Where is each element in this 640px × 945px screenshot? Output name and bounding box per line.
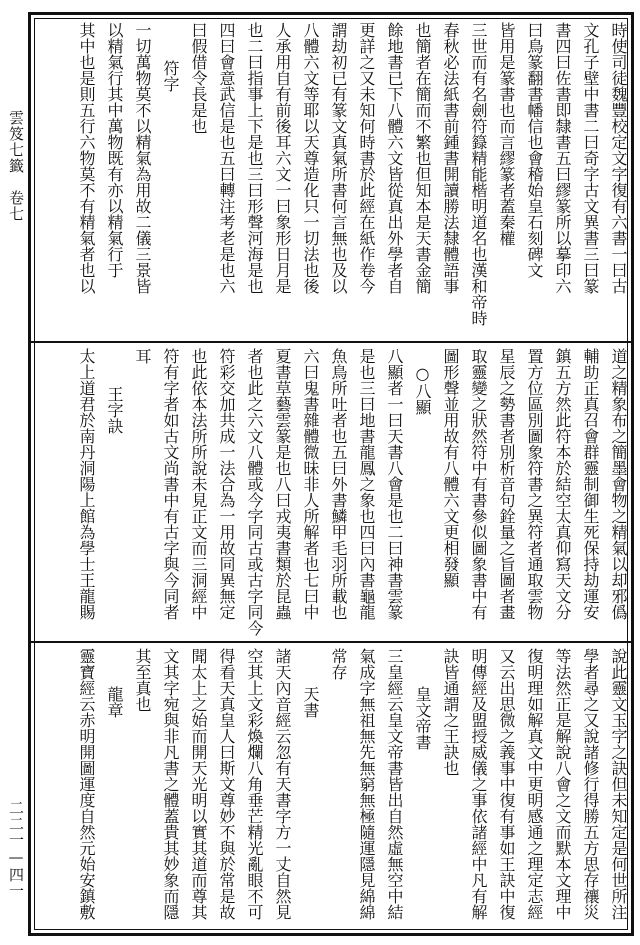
text-column: 空其上文彩煥爛八角垂芒精光亂眼不可 xyxy=(245,648,264,920)
text-column: 置方位區別圖象符書之異符者通取雲物 xyxy=(525,348,544,620)
text-column: 符字 xyxy=(161,60,180,92)
text-column: 文其字宛與非凡書之體蓋貴其妙象而隱 xyxy=(161,648,180,920)
text-column: 文孔子壁中書二曰奇字古文異書三曰篆 xyxy=(581,22,600,294)
text-column: 也此依本法所所說未見正文而三洞經中 xyxy=(189,348,208,620)
book-title: 雲笈七籤 卷七 xyxy=(7,110,25,222)
text-column: 訣皆通謂之王訣也 xyxy=(441,648,460,776)
text-column: 餘地書已下八體六文皆從真出外學者自 xyxy=(385,22,404,294)
text-column: 其至真也 xyxy=(133,648,152,712)
text-column: 星辰之勢書者別析音句銓量之旨圖者畫 xyxy=(497,348,516,620)
text-column: 氣成字無祖無先無窮無極隨運隱見綿綿 xyxy=(357,648,376,920)
text-column: 曰假借令長是也 xyxy=(189,22,208,134)
text-column: 時使司徒魏豐校定文字復有六書一曰古 xyxy=(609,22,628,294)
text-column: 明傳經及盟授威儀之事依諸經中凡有解 xyxy=(469,648,488,920)
text-column: 輔助正真召會群靈制御生死保持劫運安 xyxy=(581,348,600,620)
text-column: 書四曰佐書即隸書五曰繆篆所以摹印六 xyxy=(553,22,572,294)
text-column: 鎮五方然此符本於結空太真仰寫天文分 xyxy=(553,348,572,620)
text-column: 取靈變之狀然符中有書參似圖象書中有 xyxy=(469,348,488,620)
text-column: 謂劫初已有篆文真氣所書何言無也及以 xyxy=(329,22,348,294)
text-column: 龍章 xyxy=(105,686,124,718)
text-column: 符有字者如古文尚書中有古字與今同者 xyxy=(161,348,180,620)
register-divider-2 xyxy=(31,641,631,643)
register-bottom xyxy=(34,644,628,930)
text-column: 八體六文等耶以天尊造化只一切法也後 xyxy=(301,22,320,294)
text-column: 四曰會意武信是也五曰轉注考老是也六 xyxy=(217,22,236,294)
text-column: 其中也是則五行六物莫不有精氣者也以 xyxy=(77,22,96,294)
text-column: 夏書草藝雲篆是也八曰戎夷書類於昆蟲 xyxy=(273,348,292,620)
text-column: 太上道君於南丹洞陽上館為學士王龍賜 xyxy=(77,348,96,620)
text-column: 也簡者在簡而不繁也但知本是天書金簡 xyxy=(413,22,432,294)
text-column: 又云出思微之義事中復有事如王訣中復 xyxy=(497,648,516,920)
text-column: 諸天內音經云忽有天書字方一丈自然見 xyxy=(273,648,292,920)
text-column: 耳 xyxy=(133,348,152,364)
page-number: 二二一—四一 xyxy=(7,800,25,899)
text-column: 復明理如解真文中更明感通之理定志經 xyxy=(525,648,544,920)
text-column: 者也此之六文八體或今字同古或古字同今 xyxy=(245,348,264,636)
text-column: 魚鳥所吐者也五曰外書鱗甲毛羽所載也 xyxy=(329,348,348,620)
text-column: 靈寶經云赤明開圖運度自然元始安鎮敷 xyxy=(77,648,96,920)
text-column: 圖形聲並用故有八體六文更相發顯 xyxy=(441,348,460,588)
text-column: 皆用是篆書也而言繆篆者蓋秦權 xyxy=(497,22,516,246)
text-column: 春秋必法紙書前鍾書開讀勝法隸體語事 xyxy=(441,22,460,294)
text-column: 學者尋之又說諸修行得勝五方思存禳災 xyxy=(581,648,600,920)
text-column: 更詳之又未知何時書於此經在紙作卷今 xyxy=(357,22,376,294)
text-column: 符彩交加共成一法合為一用故同異無定 xyxy=(217,348,236,620)
text-column: 一切萬物莫不以精氣為用故二儀三景皆 xyxy=(133,22,152,294)
text-column: 三世而有名劍符籙精能楷明道名也漢和帝時 xyxy=(469,22,488,326)
text-column: 三皇經云皇文帝書皆出自然虛無空中結 xyxy=(385,648,404,920)
text-column: 常存 xyxy=(329,648,348,680)
text-column: 道之精象布之簡墨會物之精氣以却邪僞 xyxy=(609,348,628,620)
text-column: 等法然正是解說八會之文而默本文理中 xyxy=(553,648,572,920)
text-column: 六曰鬼書雜體微昧非人所解者也七曰中 xyxy=(301,348,320,620)
text-column: 曰鳥篆翻書幡信也會稽始皇石刻碑文 xyxy=(525,22,544,278)
text-column: 聞太上之始而開天光明以實其道而尊其 xyxy=(189,648,208,920)
register-divider-1 xyxy=(31,341,631,343)
text-column: 得看天真皇人曰斯文尊妙不與於常是故 xyxy=(217,648,236,920)
text-column: 是也三曰地書龍鳳之象也四曰內書龜龍 xyxy=(357,348,376,620)
text-column: 天書 xyxy=(301,686,320,718)
text-column: ○八顯 xyxy=(413,364,432,415)
register-middle xyxy=(34,344,628,640)
text-column: 說此靈文玉字之訣但未知定是何世所注 xyxy=(609,648,628,920)
text-column: 皇文帝書 xyxy=(413,686,432,750)
register-top xyxy=(34,18,628,340)
text-column: 也二曰指事上下是也三曰形聲河海是也 xyxy=(245,22,264,294)
text-column: 人承用自有前後耳六文一曰象形日月是 xyxy=(273,22,292,294)
text-column: 八顯者一曰天書八會是也二曰神書雲篆 xyxy=(385,348,404,620)
text-column: 王字訣 xyxy=(105,386,124,434)
text-column: 以精氣行其中萬物既有亦以精氣行于 xyxy=(105,22,124,278)
